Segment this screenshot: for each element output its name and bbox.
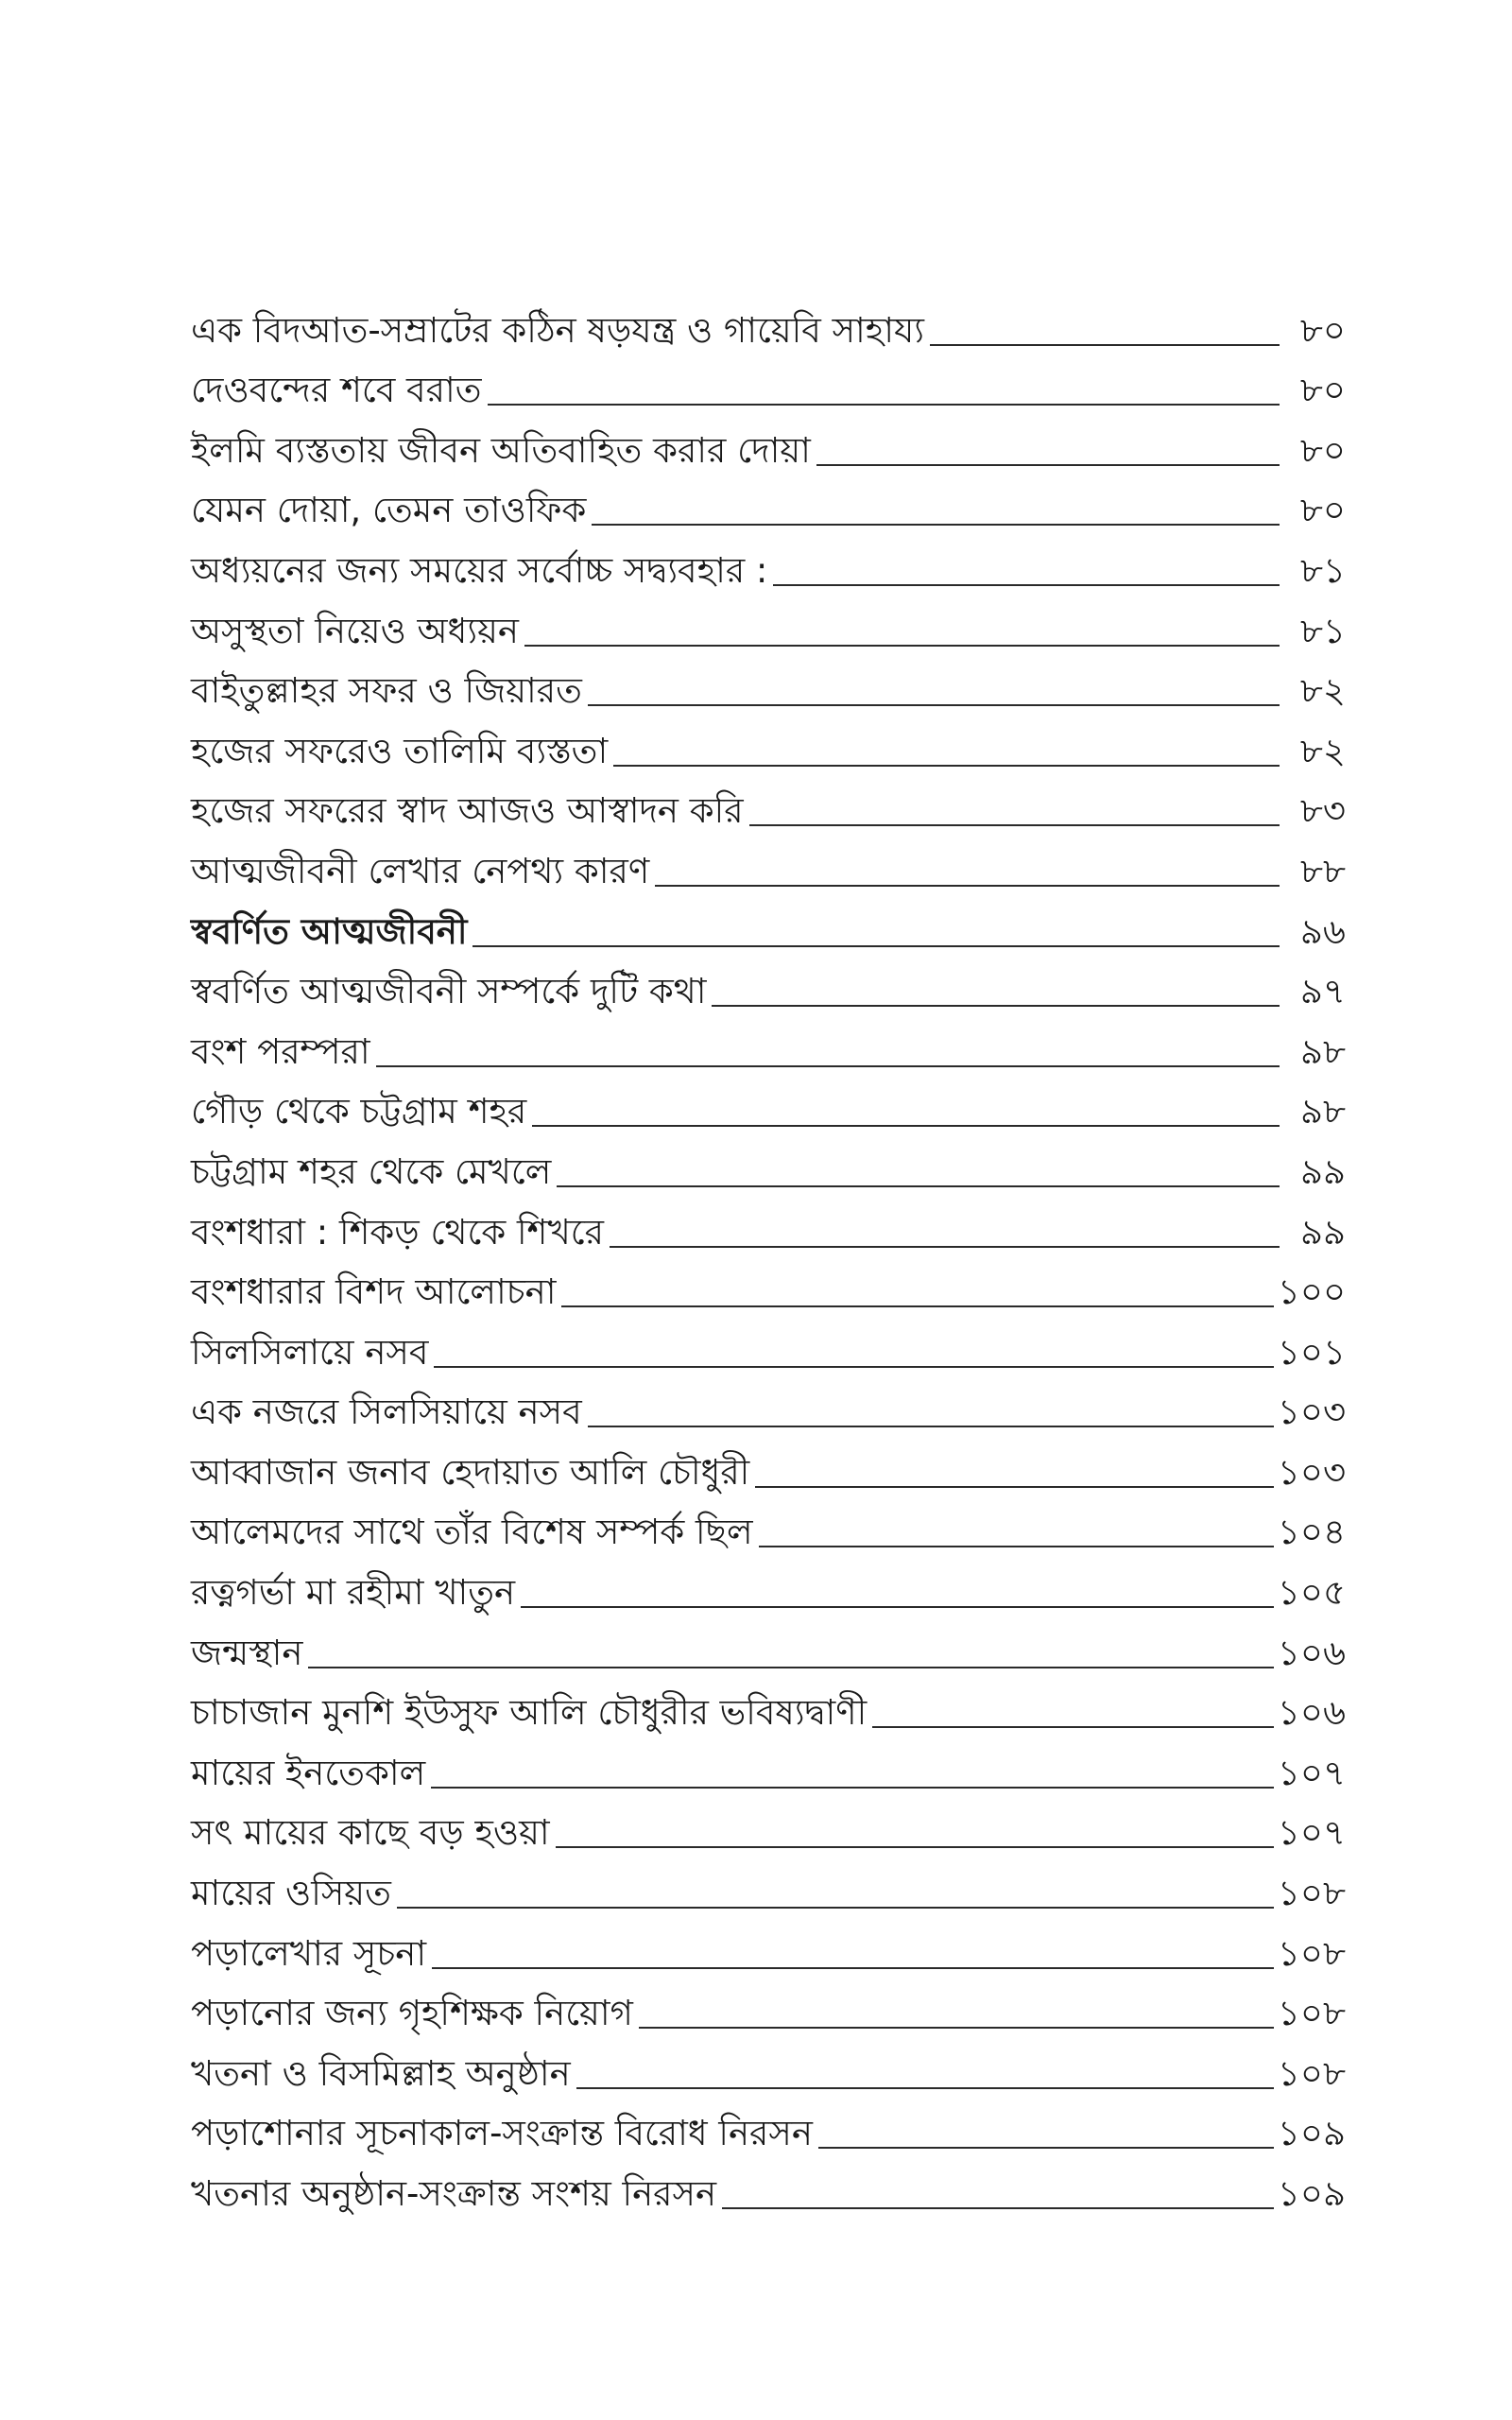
toc-entry: [191, 533, 1346, 594]
toc-entry-title: যেমন দোয়া, তেমন তাওফিক: [191, 490, 587, 531]
toc-entry-page-number: ৮৮: [1299, 850, 1346, 891]
toc-entry-page-number: ১০৬: [1277, 1632, 1346, 1673]
toc-entry-title: এক নজরে সিলসিয়ায়ে নসব: [191, 1392, 582, 1433]
toc-entry-page-number: ১০৯: [1277, 2113, 1346, 2154]
toc-entry: [191, 1134, 1346, 1195]
toc-entry: [191, 1375, 1346, 1436]
toc-entry-page-number: ১০৭: [1277, 1812, 1346, 1854]
toc-entry-title: হজের সফরের স্বাদ আজও আস্বাদন করি: [191, 790, 744, 832]
toc-entry: [191, 293, 1346, 354]
toc-entry-page-number: ৯৮: [1299, 1030, 1346, 1072]
toc-entry: [191, 2036, 1346, 2097]
toc-leader-line: [588, 704, 1280, 706]
toc-entry: [191, 2156, 1346, 2217]
toc-entry-page-number: ১০০: [1277, 1271, 1346, 1313]
toc-entry-page-number: ১০৮: [1277, 1932, 1346, 1974]
toc-entry-page-number: ১০১: [1277, 1331, 1346, 1373]
toc-entry-title: আলেমদের সাথে তাঁর বিশেষ সম্পর্ক ছিল: [191, 1512, 753, 1553]
toc-entry-title: পড়াশোনার সূচনাকাল-সংক্রান্ত বিরোধ নিরসন: [191, 2113, 813, 2154]
toc-entry: [191, 1195, 1346, 1255]
toc-entry-title: সিলসিলায়ে নসব: [191, 1331, 429, 1373]
toc-leader-line: [930, 344, 1280, 346]
toc-entry: [191, 1796, 1346, 1857]
toc-leader-line: [639, 2027, 1274, 2029]
toc-leader-line: [432, 1967, 1274, 1969]
toc-entry-title: স্ববর্ণিত আত্মজীবনী সম্পর্কে দুটি কথা: [191, 971, 707, 1012]
toc-entry-page-number: ১০৮: [1277, 1993, 1346, 2034]
toc-entry: [191, 1014, 1346, 1075]
toc-list: [191, 293, 1346, 2217]
toc-leader-line: [521, 1606, 1274, 1608]
toc-entry-title: মায়ের ওসিয়ত: [191, 1873, 391, 1914]
toc-leader-line: [759, 1546, 1274, 1547]
toc-entry-page-number: ৮০: [1299, 429, 1346, 471]
toc-entry-page-number: ৮৩: [1299, 790, 1346, 832]
toc-leader-line: [472, 945, 1280, 947]
toc-entry-title: চট্টগ্রাম শহর থেকে মেখলে: [191, 1150, 552, 1192]
toc-leader-line: [655, 885, 1280, 887]
toc-leader-line: [524, 645, 1280, 647]
toc-entry: [191, 1435, 1346, 1495]
toc-leader-line: [872, 1726, 1274, 1728]
toc-entry-page-number: ৮১: [1299, 549, 1346, 591]
toc-leader-line: [773, 584, 1280, 586]
toc-entry-title: জন্মস্থান: [191, 1632, 303, 1673]
toc-leader-line: [755, 1486, 1274, 1488]
toc-entry-page-number: ৮০: [1299, 309, 1346, 351]
toc-entry: [191, 1315, 1346, 1375]
toc-entry: [191, 1676, 1346, 1737]
toc-entry-title: বংশ পরম্পরা: [191, 1030, 370, 1072]
toc-entry-title: অধ্যয়নের জন্য সময়ের সর্বোচ্চ সদ্ব্যবহার :: [191, 549, 768, 591]
toc-entry: [191, 955, 1346, 1015]
toc-entry-page-number: ৮০: [1299, 370, 1346, 411]
toc-entry-title: পড়ানোর জন্য গৃহশিক্ষক নিয়োগ: [191, 1993, 633, 2034]
toc-leader-line: [576, 2087, 1274, 2089]
toc-entry-page-number: ১০৪: [1277, 1512, 1346, 1553]
toc-entry: [191, 354, 1346, 414]
toc-entry: [191, 1856, 1346, 1916]
toc-entry-page-number: ৮২: [1299, 670, 1346, 712]
toc-leader-line: [557, 1185, 1280, 1187]
toc-entry-page-number: ৮০: [1299, 490, 1346, 531]
toc-leader-line: [588, 1426, 1274, 1427]
toc-leader-line: [561, 1305, 1273, 1307]
toc-entry: [191, 1916, 1346, 1977]
toc-entry-title: আব্বাজান জনাব হেদায়াত আলি চৌধুরী: [191, 1451, 750, 1493]
toc-entry: [191, 2097, 1346, 2157]
toc-entry-title: অসুস্থতা নিয়েও অধ্যয়ন: [191, 610, 519, 651]
toc-entry-title: খতনা ও বিসমিল্লাহ অনুষ্ঠান: [191, 2052, 571, 2094]
toc-entry: [191, 1977, 1346, 2037]
toc-entry-title: বংশধারা : শিকড় থেকে শিখরে: [191, 1211, 604, 1253]
toc-entry-page-number: ৯৭: [1299, 971, 1346, 1012]
toc-entry-title: স্ববর্ণিত আত্মজীবনী: [191, 910, 468, 952]
toc-entry-page-number: ৯৬: [1299, 910, 1346, 952]
toc-entry-page-number: ১০৩: [1277, 1392, 1346, 1433]
toc-leader-line: [749, 824, 1280, 826]
toc-entry-page-number: ১০৮: [1277, 2052, 1346, 2094]
toc-leader-line: [613, 765, 1280, 767]
toc-leader-line: [532, 1125, 1280, 1127]
toc-entry-title: বাইতুল্লাহর সফর ও জিয়ারত: [191, 670, 582, 712]
toc-leader-line: [610, 1246, 1280, 1248]
toc-entry-title: দেওবন্দের শবে বরাত: [191, 370, 482, 411]
toc-entry: [191, 894, 1346, 955]
toc-entry-title: ইলমি ব্যস্ততায় জীবন অতিবাহিত করার দোয়া: [191, 429, 811, 471]
toc-leader-line: [397, 1907, 1274, 1909]
toc-entry-title: রত্নগর্ভা মা রহীমা খাতুন: [191, 1572, 516, 1614]
toc-leader-line: [434, 1366, 1273, 1368]
toc-leader-line: [308, 1667, 1273, 1668]
toc-entry-page-number: ১০৮: [1277, 1873, 1346, 1914]
toc-leader-line: [592, 524, 1280, 526]
toc-entry: [191, 413, 1346, 474]
toc-leader-line: [722, 2207, 1274, 2209]
toc-leader-line: [431, 1787, 1274, 1789]
toc-leader-line: [712, 1005, 1280, 1007]
toc-entry-title: এক বিদআত-সম্রাটের কঠিন ষড়যন্ত্র ও গায়েবি সাহায্য: [191, 309, 924, 351]
toc-leader-line: [816, 464, 1280, 466]
toc-entry-page-number: ১০৯: [1277, 2173, 1346, 2214]
toc-entry: [191, 654, 1346, 715]
toc-entry-page-number: ১০৬: [1277, 1692, 1346, 1734]
toc-entry: [191, 1255, 1346, 1316]
toc-entry-title: খতনার অনুষ্ঠান-সংক্রান্ত সংশয় নিরসন: [191, 2173, 717, 2214]
toc-entry: [191, 474, 1346, 534]
toc-leader-line: [556, 1846, 1274, 1848]
toc-entry: [191, 834, 1346, 894]
toc-entry: [191, 1075, 1346, 1135]
toc-entry: [191, 774, 1346, 835]
toc-entry-page-number: ৯৮: [1299, 1091, 1346, 1132]
toc-entry-page-number: ১০৩: [1277, 1451, 1346, 1493]
toc-entry: [191, 714, 1346, 774]
toc-entry-page-number: ৮১: [1299, 610, 1346, 651]
toc-entry-title: বংশধারার বিশদ আলোচনা: [191, 1271, 557, 1313]
toc-entry: [191, 594, 1346, 654]
toc-entry-page-number: ১০৭: [1277, 1752, 1346, 1793]
toc-leader-line: [818, 2147, 1274, 2149]
toc-entry: [191, 1555, 1346, 1616]
toc-entry: [191, 1616, 1346, 1676]
toc-leader-line: [376, 1065, 1280, 1067]
toc-entry-page-number: ৮২: [1299, 730, 1346, 771]
toc-entry-title: সৎ মায়ের কাছে বড় হওয়া: [191, 1812, 550, 1854]
toc-page: [191, 293, 1346, 2217]
toc-entry-page-number: ৯৯: [1299, 1150, 1346, 1192]
toc-entry-title: মায়ের ইনতেকাল: [191, 1752, 426, 1793]
toc-entry-title: আত্মজীবনী লেখার নেপথ্য কারণ: [191, 850, 650, 891]
toc-entry-title: গৌড় থেকে চট্টগ্রাম শহর: [191, 1091, 527, 1132]
toc-entry-title: হজের সফরেও তালিমি ব্যস্ততা: [191, 730, 609, 771]
toc-entry: [191, 1736, 1346, 1796]
toc-entry-page-number: ৯৯: [1299, 1211, 1346, 1253]
toc-entry-title: চাচাজান মুনশি ইউসুফ আলি চৌধুরীর ভবিষ্যদ্বাণী: [191, 1692, 868, 1734]
toc-entry: [191, 1495, 1346, 1556]
toc-entry-title: পড়ালেখার সূচনা: [191, 1932, 427, 1974]
toc-entry-page-number: ১০৫: [1277, 1572, 1346, 1614]
toc-leader-line: [488, 404, 1280, 406]
